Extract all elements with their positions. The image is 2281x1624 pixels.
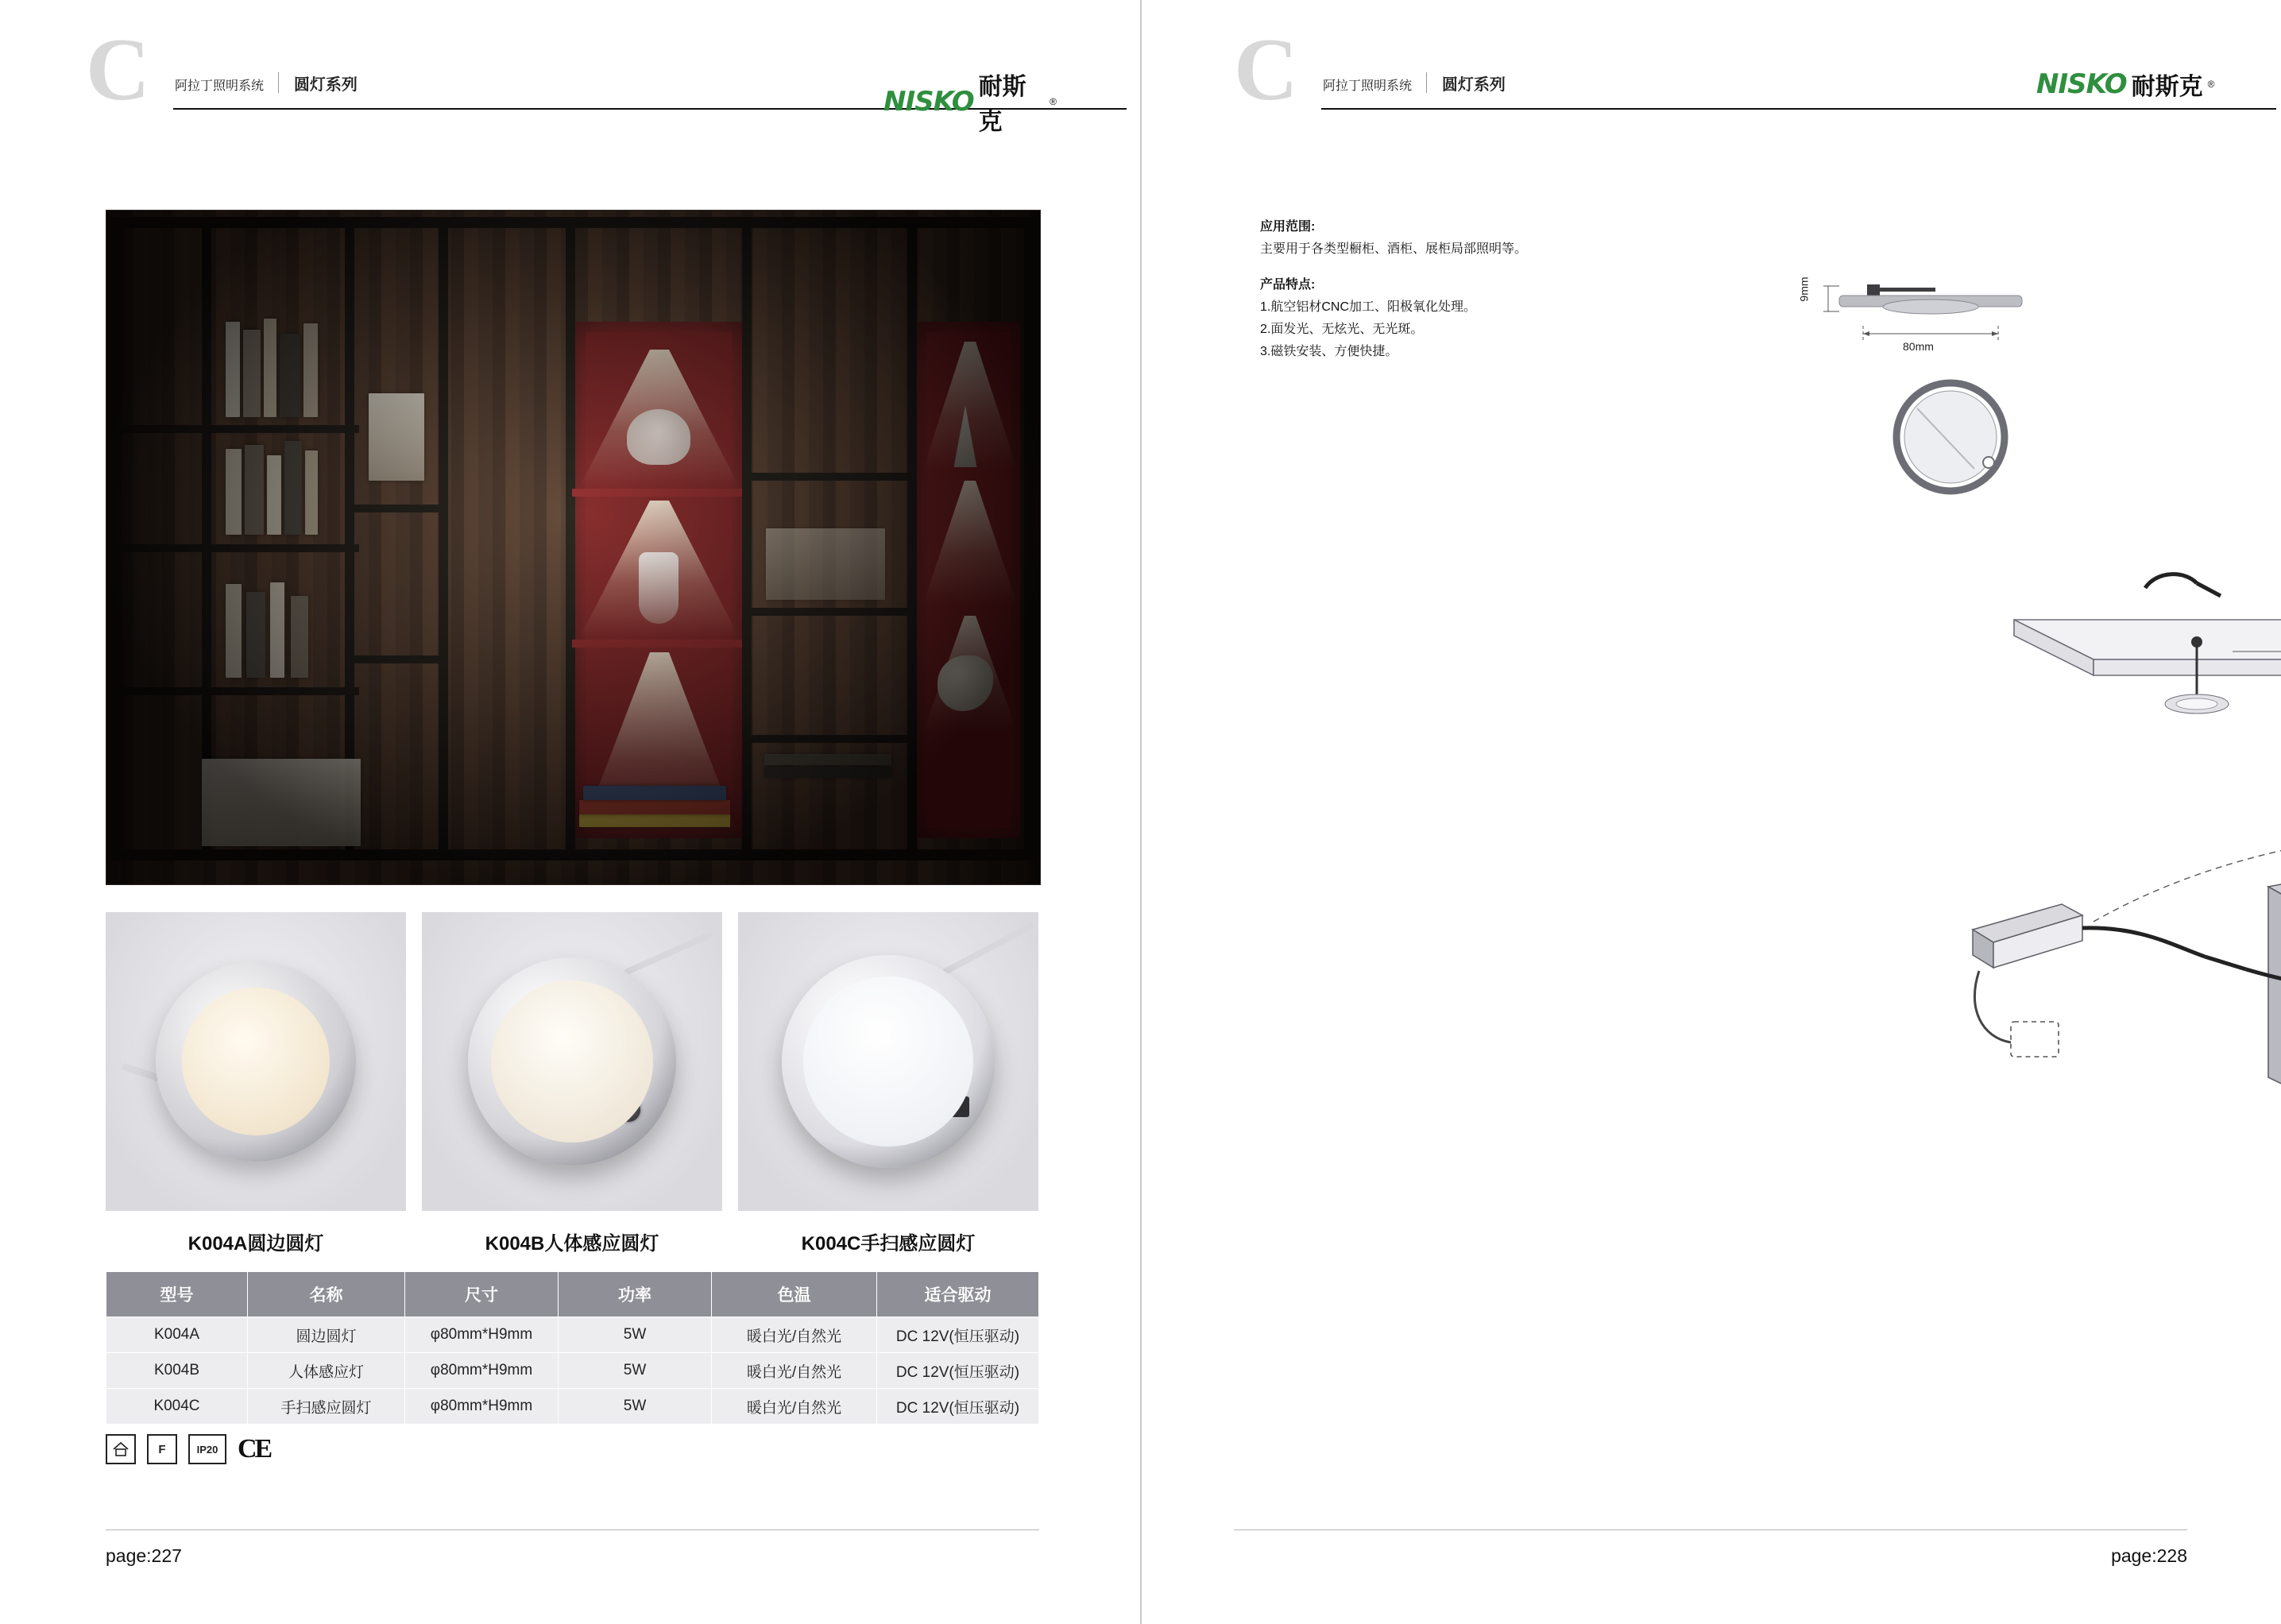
led-dot — [593, 1073, 607, 1087]
spec-table — [106, 1271, 1039, 1425]
application-title: 应用范围: — [1260, 220, 1316, 234]
cell-name: 人体感应灯 — [248, 1353, 405, 1389]
table-row — [106, 1353, 1039, 1389]
cell-size: φ80mm*H9mm — [405, 1317, 559, 1353]
hero-vignette — [106, 211, 1040, 884]
led-dot — [609, 1052, 623, 1065]
cell-power: 5W — [559, 1389, 712, 1425]
application-text: 主要用于各类型橱柜、酒柜、展柜局部照明等。 — [1260, 242, 1528, 256]
left-page — [0, 0, 1140, 1624]
header-subtitle: 圆灯系列 — [293, 76, 358, 94]
left-page-number: page:227 — [106, 1545, 182, 1566]
c-letter-mark: C — [1234, 21, 1295, 119]
led-dot — [926, 1024, 940, 1038]
led-dot — [547, 1096, 561, 1109]
led-dot — [263, 1091, 276, 1104]
cell-size: φ80mm*H9mm — [405, 1389, 559, 1425]
led-dot — [878, 1099, 892, 1113]
led-dot — [878, 1041, 892, 1055]
led-dot — [247, 1109, 261, 1123]
led-dot — [547, 1040, 561, 1054]
cell-cct: 暖白光/自然光 — [712, 1389, 877, 1425]
led-dot — [557, 1000, 570, 1013]
ce-mark-icon: CE — [238, 1434, 271, 1464]
col-model: 型号 — [106, 1272, 248, 1317]
led-dot — [922, 1082, 937, 1096]
led-dot — [582, 1040, 595, 1054]
col-power: 功率 — [559, 1272, 712, 1317]
led-dot — [936, 1054, 950, 1069]
led-dot — [244, 1000, 257, 1013]
led-dot-array — [803, 976, 973, 1146]
cell-cct: 暖白光/自然光 — [712, 1353, 877, 1389]
led-dot — [861, 1017, 876, 1031]
led-dot — [230, 1039, 244, 1053]
col-name: 名称 — [248, 1272, 405, 1317]
product-captions — [106, 1228, 1039, 1255]
feature-line: 1.航空铝材CNC加工、阳极氧化处理。 — [1260, 300, 1477, 314]
cell-driver: DC 12V(恒压驱动) — [877, 1317, 1039, 1353]
caption-k004c: K004C手扫感应圆灯 — [801, 1233, 976, 1255]
feature-line: 3.磁铁安装、方便快捷。 — [1260, 345, 1398, 358]
col-driver: 适合驱动 — [877, 1272, 1039, 1317]
left-footer-rule — [106, 1529, 1039, 1530]
cell-driver: DC 12V(恒压驱动) — [877, 1353, 1039, 1389]
installation-drawing-panel — [1958, 556, 2281, 739]
header-divider — [1426, 72, 1427, 93]
product-photo-k004a — [106, 912, 406, 1211]
brand-logo — [2036, 67, 2215, 102]
house-icon — [106, 1434, 136, 1464]
features-title: 产品特点: — [1260, 278, 1316, 292]
header-rule — [1321, 108, 2276, 110]
led-dot — [230, 1091, 244, 1104]
product-photo-k004c — [738, 912, 1038, 1211]
round-lamp-b — [468, 957, 676, 1166]
round-lamp-c — [782, 955, 995, 1168]
feature-line: 2.面发光、无炫光、无光斑。 — [1260, 323, 1424, 336]
led-dot — [844, 1000, 858, 1015]
led-dot — [247, 1061, 261, 1075]
brand-logo — [883, 67, 1057, 137]
led-dot-array — [182, 988, 330, 1135]
hero-interior-photo — [106, 210, 1041, 885]
ip-rating-icon: IP20 — [188, 1434, 226, 1464]
table-header-row — [106, 1272, 1039, 1317]
dimension-drawing-top — [1855, 373, 2046, 501]
led-dot — [263, 1039, 276, 1053]
left-cert-icons — [106, 1434, 270, 1464]
led-dot — [273, 1017, 287, 1030]
f-mark-icon: F — [147, 1434, 177, 1464]
cell-model: K004C — [106, 1389, 248, 1425]
col-size: 尺寸 — [405, 1272, 559, 1317]
led-dot — [909, 1045, 923, 1059]
led-dot — [276, 1069, 290, 1082]
cell-name: 圆边圆灯 — [248, 1317, 405, 1353]
cell-cct: 暖白光/自然光 — [712, 1317, 877, 1353]
led-dot — [824, 1024, 838, 1038]
led-dot — [830, 1082, 845, 1096]
table-row — [106, 1317, 1039, 1353]
brand-name-cn: 耐斯克 — [2131, 74, 2203, 100]
brand-name: NISKO — [2036, 68, 2127, 100]
right-footer-rule — [1234, 1529, 2187, 1530]
brand-name: NISKO — [883, 86, 974, 118]
cell-name: 手扫感应圆灯 — [248, 1389, 405, 1425]
right-page-number: page:228 — [2111, 1545, 2187, 1566]
left-page-header — [79, 21, 1057, 135]
cell-power: 5W — [559, 1317, 712, 1353]
features-block — [1260, 274, 1705, 363]
brand-name-cn: 耐斯克 — [978, 74, 1026, 135]
cell-driver: DC 12V(恒压驱动) — [877, 1389, 1039, 1425]
registered-mark: ® — [1050, 96, 1057, 107]
product-photo-k004b — [422, 912, 722, 1211]
body-sensor-lens — [617, 1098, 640, 1122]
led-dot — [905, 1000, 919, 1015]
round-lamp-a — [156, 961, 356, 1162]
led-dot — [563, 1065, 576, 1078]
table-row — [106, 1389, 1039, 1425]
led-dot — [848, 1045, 862, 1059]
led-dot — [529, 1073, 543, 1087]
led-dot — [215, 1017, 228, 1030]
led-dot — [587, 1015, 601, 1029]
header-title: 阿拉丁照明系统 — [175, 79, 265, 93]
led-dot — [891, 1072, 906, 1086]
led-dot-array — [495, 984, 649, 1139]
led-dot — [891, 1017, 906, 1031]
caption-k004a: K004A圆边圆灯 — [188, 1233, 324, 1255]
dim-diameter: 80mm — [1903, 340, 1934, 353]
led-dot — [861, 1072, 876, 1086]
product-photo-row — [106, 912, 1039, 1211]
dim-thickness: 9mm — [1797, 276, 1811, 302]
c-letter-mark: C — [86, 21, 147, 119]
right-page — [1140, 0, 2281, 1624]
cell-size: φ80mm*H9mm — [405, 1353, 559, 1389]
led-dot — [578, 1096, 592, 1109]
caption-k004b: K004B人体感应圆灯 — [485, 1233, 659, 1255]
hand-sweep-sensor — [933, 1096, 969, 1117]
header-title: 阿拉丁照明系统 — [1323, 79, 1413, 93]
header-divider — [278, 72, 279, 93]
led-dot — [905, 1106, 919, 1120]
led-dot — [294, 1050, 307, 1063]
led-dot — [215, 1069, 228, 1082]
led-dot — [848, 1106, 862, 1120]
registered-mark: ® — [2207, 79, 2215, 90]
led-dot — [817, 1054, 831, 1069]
led-dot — [875, 1123, 889, 1137]
led-dot — [196, 1050, 210, 1063]
application-block — [1260, 216, 1705, 261]
led-dot — [875, 988, 889, 1003]
led-dot — [513, 1052, 527, 1065]
col-cct: 色温 — [712, 1272, 877, 1317]
led-dot — [526, 1019, 539, 1032]
cell-model: K004B — [106, 1353, 248, 1389]
cell-power: 5W — [559, 1353, 712, 1389]
header-subtitle: 圆灯系列 — [1441, 76, 1506, 94]
cell-model: K004A — [106, 1317, 248, 1353]
right-page-header — [1227, 21, 2221, 119]
cabinet-installation-drawing — [1935, 787, 2281, 1168]
